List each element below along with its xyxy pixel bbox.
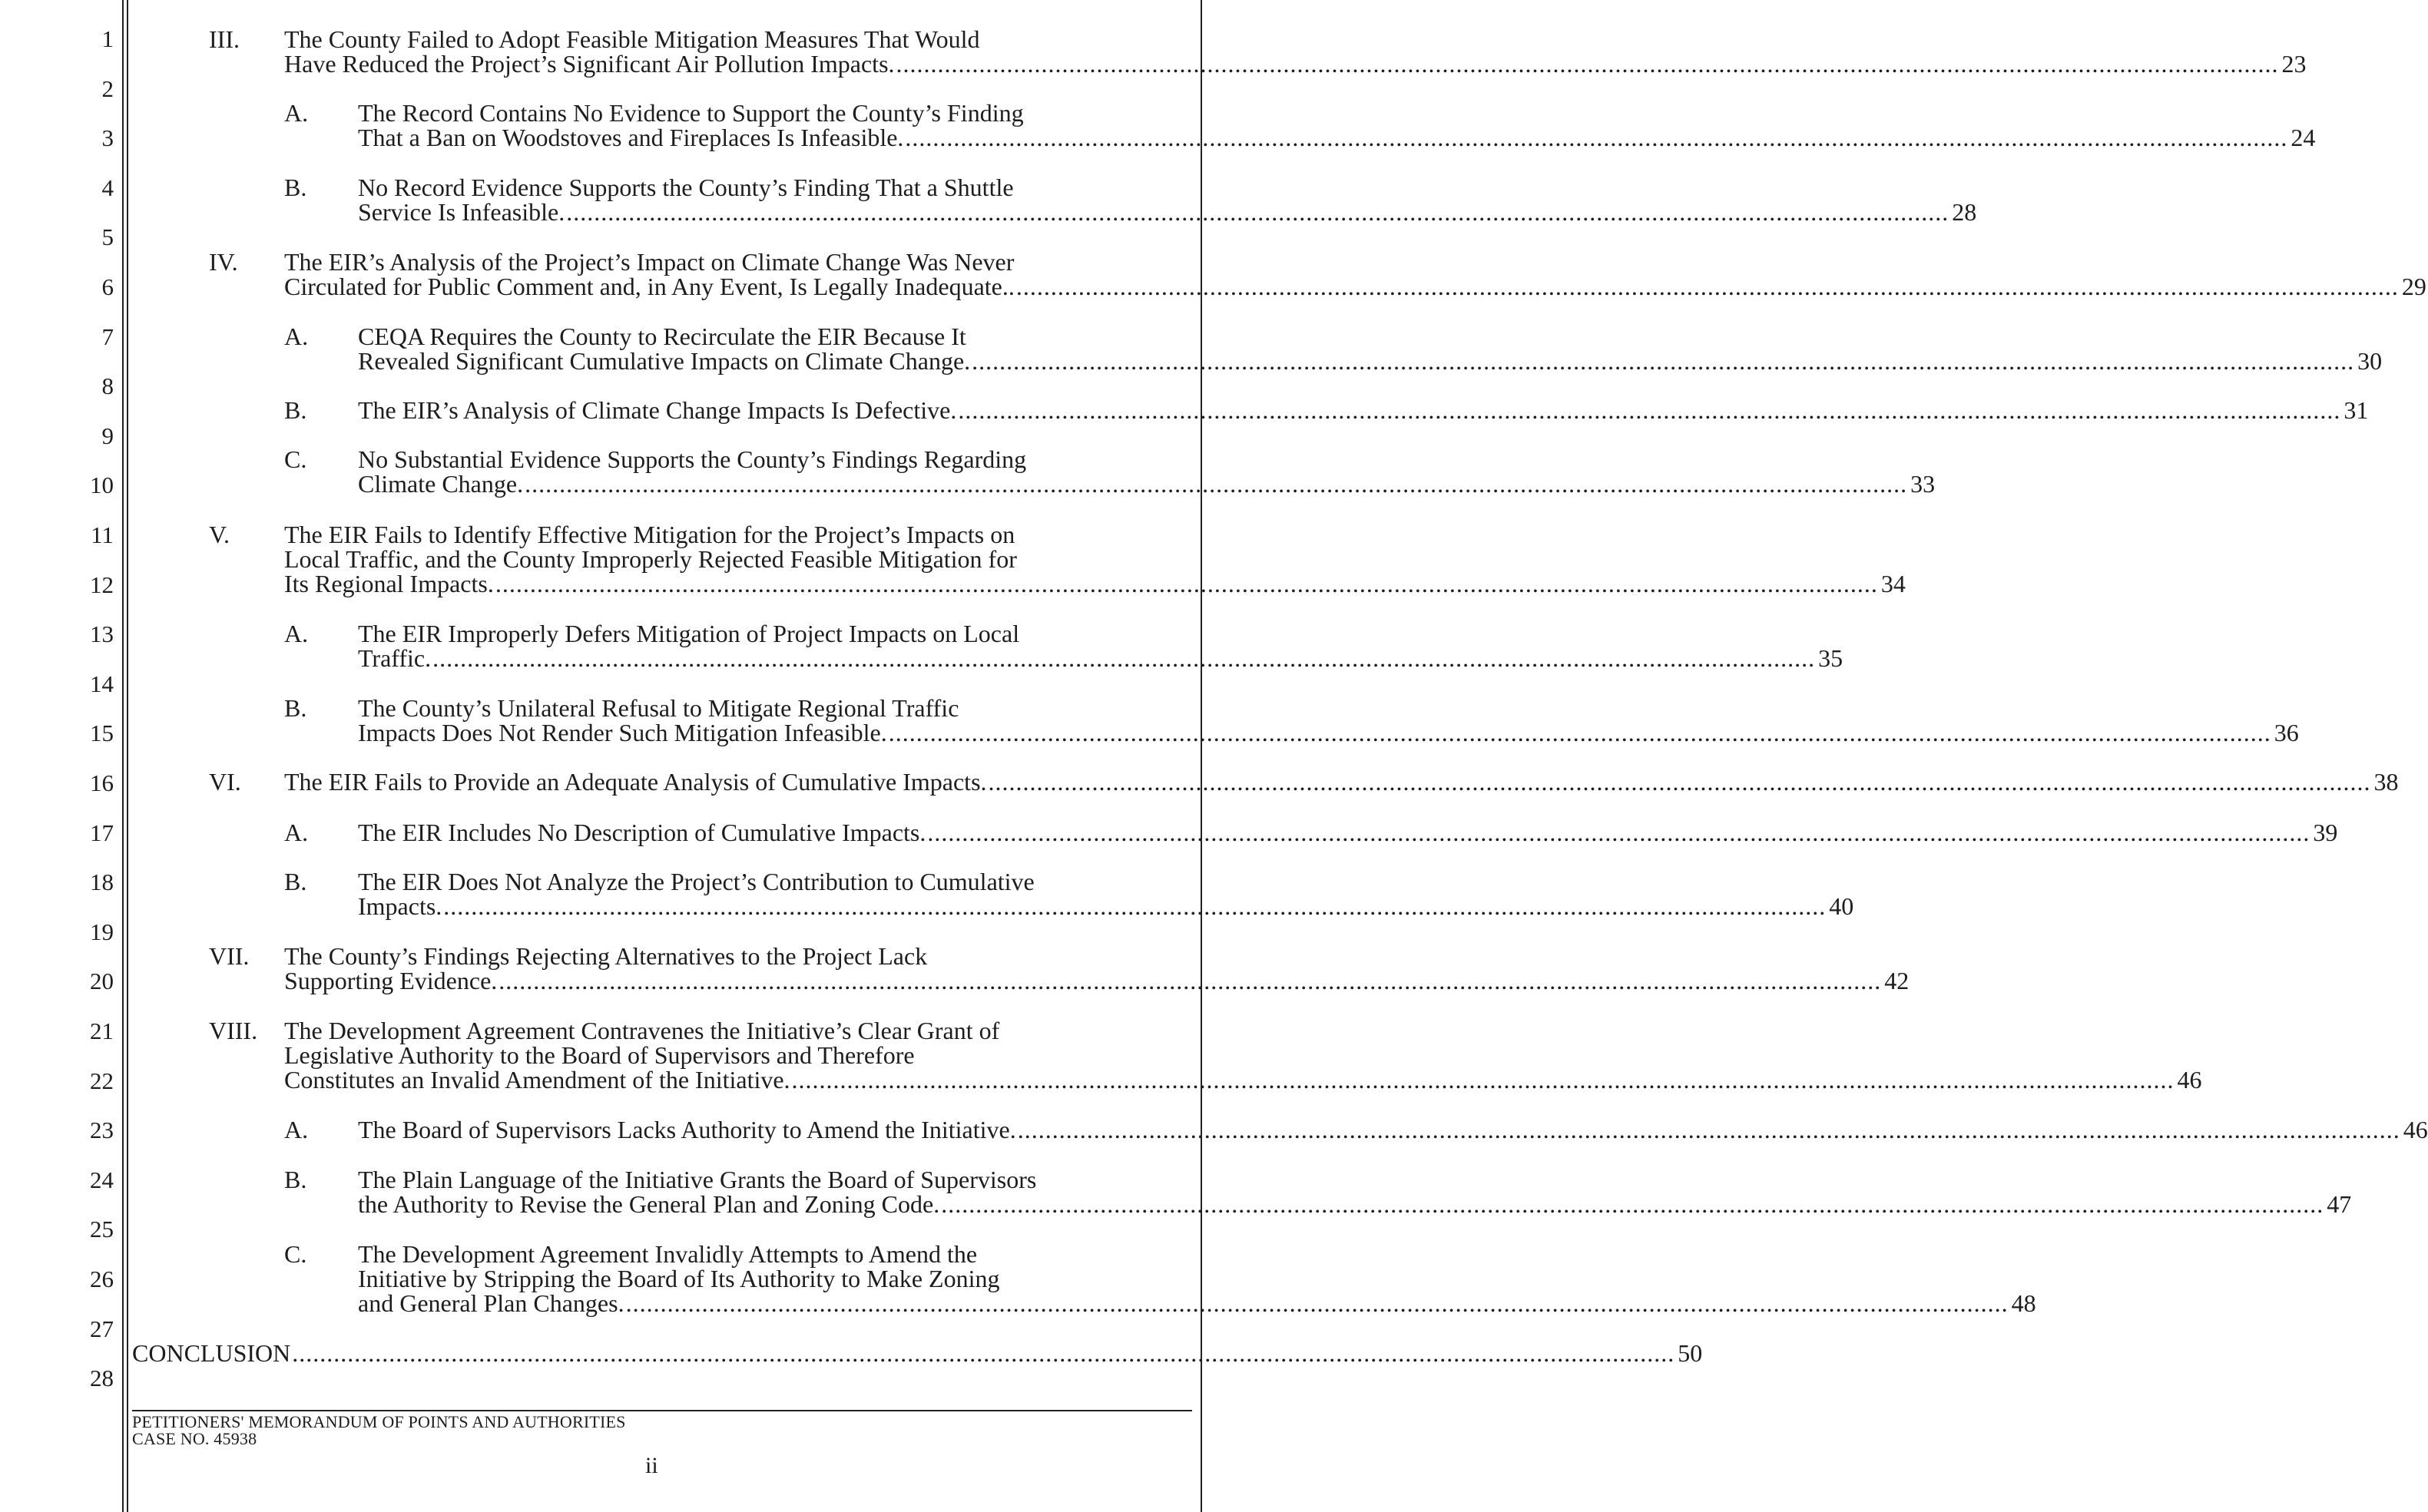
toc-conclusion-entry xyxy=(132,1339,1703,1367)
toc-page-number: 46 xyxy=(2403,1116,2428,1143)
toc-dot-leader: ........................................................................................................................................................................................................ xyxy=(941,1190,2324,1218)
toc-entry-number: A. xyxy=(284,1116,309,1143)
line-number: 3 xyxy=(101,124,114,152)
toc-entry-number: III. xyxy=(209,25,240,53)
toc-section-entry xyxy=(209,521,1906,597)
toc-page-number: 34 xyxy=(1880,570,1906,597)
line-number: 15 xyxy=(90,720,114,747)
toc-entry-text: Climate Change. xyxy=(358,470,524,498)
line-number: 9 xyxy=(101,422,114,449)
line-number: 16 xyxy=(90,769,114,796)
toc-dot-leader: ........................................................................................................................................................................................................ xyxy=(432,644,1816,672)
line-number: 28 xyxy=(90,1365,114,1392)
toc-dot-leader: ........................................................................................................................................................................................................ xyxy=(292,1339,1675,1367)
line-number: 7 xyxy=(101,323,114,350)
toc-dot-leader: ........................................................................................................................................................................................................ xyxy=(499,967,1882,994)
line-number: 12 xyxy=(90,571,114,598)
footer-case-number: CASE NO. 45938 xyxy=(132,1429,257,1448)
line-number: 22 xyxy=(90,1067,114,1094)
line-number: 10 xyxy=(90,471,114,499)
toc-entry-text: Initiative by Stripping the Board of Its Authority to Make Zoning xyxy=(358,1265,1000,1292)
toc-page-number: 38 xyxy=(2373,768,2399,796)
toc-entry-number: B. xyxy=(284,694,307,722)
toc-subsection-entry xyxy=(284,868,1854,920)
toc-subsection-entry xyxy=(284,1240,2036,1317)
toc-entry-text: The Plain Language of the Initiative Grants the Board of Supervisors xyxy=(358,1166,1037,1193)
line-number: 27 xyxy=(90,1315,114,1342)
toc-entry-text: The EIR Does Not Analyze the Project’s Contribution to Cumulative xyxy=(358,868,1035,895)
line-number: 8 xyxy=(101,372,114,400)
toc-entry-number: A. xyxy=(284,99,309,127)
toc-dot-leader: ........................................................................................................................................................................................................ xyxy=(972,347,2355,375)
line-number: 1 xyxy=(101,25,114,52)
toc-entry-text: Impacts. xyxy=(358,892,442,920)
toc-entry-text: The Board of Supervisors Lacks Authority to Amend the Initiative. xyxy=(358,1116,1016,1143)
toc-page-number: 39 xyxy=(2313,819,2338,846)
footer-document-title: PETITIONERS' MEMORANDUM OF POINTS AND AUTHORITIES xyxy=(132,1412,626,1431)
toc-entry-number: B. xyxy=(284,396,307,424)
toc-section-entry xyxy=(209,942,1910,994)
left-margin-rule xyxy=(122,0,124,1512)
toc-entry-number: B. xyxy=(284,868,307,895)
toc-entry-number: B. xyxy=(284,174,307,201)
toc-entry-text: The Development Agreement Invalidly Attempts to Amend the xyxy=(358,1240,978,1268)
toc-dot-leader: ........................................................................................................................................................................................................ xyxy=(525,470,1908,498)
line-number: 14 xyxy=(90,670,114,697)
toc-page-number: 40 xyxy=(1829,892,1854,920)
toc-section-entry xyxy=(209,768,2399,796)
toc-page-number: 36 xyxy=(2274,719,2299,746)
toc-page-number: 30 xyxy=(2357,347,2383,375)
toc-section-entry xyxy=(209,248,2426,300)
line-number: 25 xyxy=(90,1216,114,1243)
toc-entry-text: Circulated for Public Comment and, in Any Event, Is Legally Inadequate.. xyxy=(284,273,1015,300)
toc-subsection-entry xyxy=(284,1116,2428,1143)
toc-page-number: 31 xyxy=(2344,396,2369,424)
toc-entry-text: CEQA Requires the County to Recirculate the EIR Because It xyxy=(358,323,966,350)
toc-entry-text: The EIR Fails to Provide an Adequate Analysis of Cumulative Impacts. xyxy=(284,768,987,796)
toc-entry-text: The Development Agreement Contravenes the Initiative’s Clear Grant of xyxy=(284,1017,1000,1044)
toc-dot-leader: ........................................................................................................................................................................................................ xyxy=(1017,1116,2400,1143)
toc-subsection-entry xyxy=(284,620,1843,672)
toc-subsection-entry xyxy=(284,819,2338,846)
toc-entry-number: A. xyxy=(284,819,309,846)
toc-entry-number: A. xyxy=(284,620,309,647)
toc-dot-leader: ........................................................................................................................................................................................................ xyxy=(927,819,2310,846)
toc-entry-text: and General Plan Changes. xyxy=(358,1289,624,1317)
toc-entry-text: Local Traffic, and the County Improperly Rejected Feasible Mitigation for xyxy=(284,545,1017,573)
toc-subsection-entry xyxy=(284,323,2383,375)
line-number: 20 xyxy=(90,968,114,995)
line-number: 24 xyxy=(90,1166,114,1193)
toc-subsection-entry xyxy=(284,1166,2352,1218)
toc-page-number: 47 xyxy=(2327,1190,2352,1218)
toc-subsection-entry xyxy=(284,694,2299,746)
toc-entry-number: B. xyxy=(284,1166,307,1193)
line-number: 2 xyxy=(101,74,114,102)
toc-entry-number: C. xyxy=(284,1240,307,1268)
toc-page-number: 33 xyxy=(1910,470,1936,498)
toc-page-number: 29 xyxy=(2401,273,2426,300)
footer-rule xyxy=(132,1410,1192,1411)
toc-page-number: 23 xyxy=(2281,50,2307,78)
line-number: 23 xyxy=(90,1117,114,1144)
toc-entry-text: The EIR Includes No Description of Cumulative Impacts. xyxy=(358,819,926,846)
toc-entry-number: A. xyxy=(284,323,309,350)
toc-page-number: 28 xyxy=(1952,198,1977,226)
toc-entry-text: The EIR Fails to Identify Effective Mitigation for the Project’s Impacts on xyxy=(284,521,1015,548)
toc-entry-number: VII. xyxy=(209,942,250,970)
toc-entry-text: The EIR’s Analysis of the Project’s Impact on Climate Change Was Never xyxy=(284,248,1015,276)
toc-page-number: 35 xyxy=(1818,644,1843,672)
toc-page-number: 48 xyxy=(2011,1289,2036,1317)
toc-dot-leader: ........................................................................................................................................................................................................ xyxy=(1015,273,2399,300)
toc-entry-text: Revealed Significant Cumulative Impacts on Climate Change. xyxy=(358,347,971,375)
toc-dot-leader: ........................................................................................................................................................................................................ xyxy=(495,570,1878,597)
toc-entry-text: Traffic. xyxy=(358,644,432,672)
toc-page-number: 42 xyxy=(1884,967,1910,994)
toc-subsection-entry xyxy=(284,174,1977,226)
toc-entry-text: That a Ban on Woodstoves and Fireplaces Is Infeasible. xyxy=(358,124,904,151)
toc-entry-text: Impacts Does Not Render Such Mitigation Infeasible. xyxy=(358,719,887,746)
toc-subsection-entry xyxy=(284,99,2316,151)
toc-entry-text: The EIR’s Analysis of Climate Change Impacts Is Defective. xyxy=(358,396,957,424)
toc-entry-text: Constitutes an Invalid Amendment of the Initiative. xyxy=(284,1066,790,1093)
toc-entry-text: the Authority to Revise the General Plan and Zoning Code. xyxy=(358,1190,940,1218)
toc-dot-leader: ........................................................................................................................................................................................................ xyxy=(888,719,2271,746)
toc-entry-text: Supporting Evidence. xyxy=(284,967,498,994)
toc-page-number: 46 xyxy=(2177,1066,2202,1093)
toc-entry-number: V. xyxy=(209,521,230,548)
line-number: 5 xyxy=(101,223,114,251)
line-number: 21 xyxy=(90,1017,114,1044)
line-number: 6 xyxy=(101,273,114,300)
toc-page-number: 50 xyxy=(1678,1339,1703,1367)
toc-dot-leader: ........................................................................................................................................................................................................ xyxy=(791,1066,2175,1093)
toc-entry-text: Legislative Authority to the Board of Supervisors and Therefore xyxy=(284,1041,915,1069)
toc-section-entry xyxy=(209,25,2307,78)
page-number: ii xyxy=(645,1453,658,1478)
toc-dot-leader: ........................................................................................................................................................................................................ xyxy=(896,50,2279,78)
toc-dot-leader: ........................................................................................................................................................................................................ xyxy=(905,124,2288,151)
toc-section-entry xyxy=(209,1017,2202,1093)
toc-entry-text: The County’s Unilateral Refusal to Mitigate Regional Traffic xyxy=(358,694,959,722)
toc-entry-number: C. xyxy=(284,445,307,473)
toc-entry-text: The Record Contains No Evidence to Support the County’s Finding xyxy=(358,99,1024,127)
line-number: 18 xyxy=(90,868,114,896)
toc-subsection-entry xyxy=(284,445,1936,498)
toc-dot-leader: ........................................................................................................................................................................................................ xyxy=(988,768,2371,796)
toc-entry-text: Service Is Infeasible. xyxy=(358,198,565,226)
line-number: 4 xyxy=(101,174,114,201)
toc-dot-leader: ........................................................................................................................................................................................................ xyxy=(625,1289,2009,1317)
toc-entry-text: The EIR Improperly Defers Mitigation of Project Impacts on Local xyxy=(358,620,1020,647)
toc-entry-text: No Substantial Evidence Supports the County’s Findings Regarding xyxy=(358,445,1027,473)
right-margin-rule xyxy=(1201,0,1202,1512)
toc-entry-text: Have Reduced the Project’s Significant Air Pollution Impacts. xyxy=(284,50,895,78)
line-number: 13 xyxy=(90,620,114,648)
toc-entry-text: CONCLUSION xyxy=(132,1339,291,1367)
line-number: 26 xyxy=(90,1266,114,1292)
left-margin-rule-inner xyxy=(127,0,128,1512)
toc-entry-text: The County’s Findings Rejecting Alternatives to the Project Lack xyxy=(284,942,928,970)
toc-dot-leader: ........................................................................................................................................................................................................ xyxy=(958,396,2341,424)
toc-entry-number: IV. xyxy=(209,248,238,276)
toc-page-number: 24 xyxy=(2291,124,2316,151)
toc-subsection-entry xyxy=(284,396,2369,424)
line-number: 11 xyxy=(91,521,114,548)
toc-entry-number: VI. xyxy=(209,768,241,796)
toc-entry-number: VIII. xyxy=(209,1017,258,1044)
toc-entry-text: Its Regional Impacts. xyxy=(284,570,494,597)
toc-entry-text: The County Failed to Adopt Feasible Mitigation Measures That Would xyxy=(284,25,980,53)
toc-entry-text: No Record Evidence Supports the County’s Finding That a Shuttle xyxy=(358,174,1014,201)
line-number: 19 xyxy=(90,918,114,945)
line-number: 17 xyxy=(90,819,114,846)
toc-dot-leader: ........................................................................................................................................................................................................ xyxy=(443,892,1827,920)
toc-dot-leader: ........................................................................................................................................................................................................ xyxy=(566,198,1949,226)
